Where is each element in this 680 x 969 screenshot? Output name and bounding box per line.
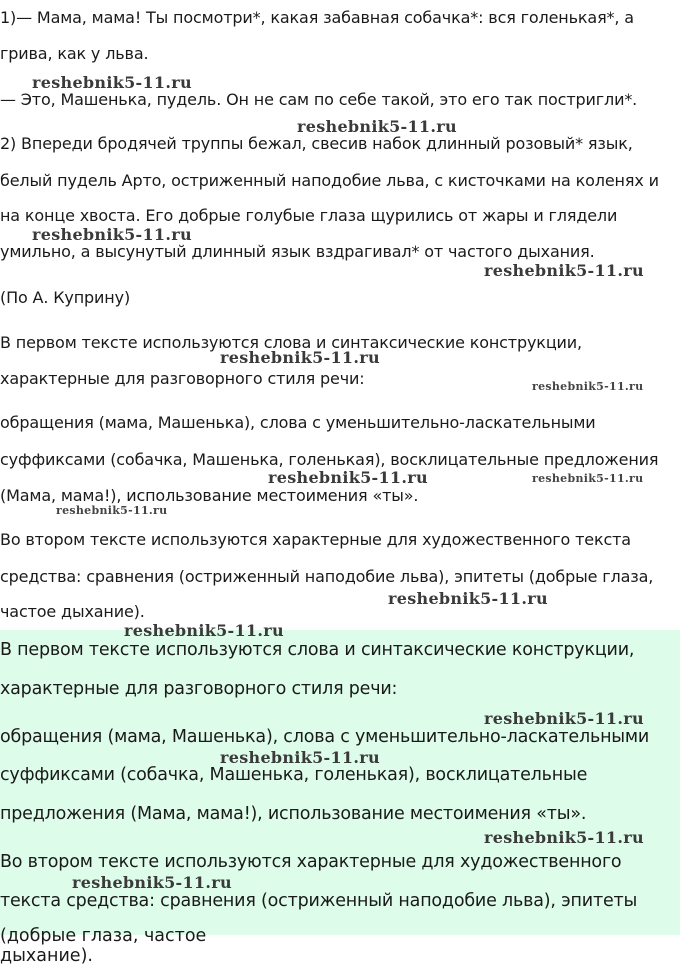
text-line-13: (Мама, мама!), использование местоимения «ты». bbox=[0, 486, 419, 505]
watermark: reshebnik5-11.ru bbox=[484, 828, 644, 847]
text-line-10: характерные для разговорного стиля речи: bbox=[0, 369, 365, 388]
answer-line-8-text: (добрые глаза, частое дыхание). bbox=[0, 926, 207, 966]
text-line-11: обращения (мама, Машенька), слова с уменьшительно-ласкательными bbox=[0, 413, 596, 432]
watermark: reshebnik5-11.ru bbox=[532, 380, 644, 393]
answer-line-7: текста средства: сравнения (остриженный наподобие льва), эпитеты bbox=[0, 891, 638, 911]
watermark: reshebnik5-11.ru bbox=[124, 621, 284, 640]
text-line-15: средства: сравнения (остриженный наподобие льва), эпитеты (добрые глаза, bbox=[0, 567, 654, 586]
answer-line-5: предложения (Мама, мама!), использование местоимения «ты». bbox=[0, 804, 587, 824]
watermark: reshebnik5-11.ru bbox=[56, 504, 168, 517]
watermark: reshebnik5-11.ru bbox=[484, 261, 644, 280]
watermark: reshebnik5-11.ru bbox=[268, 468, 428, 487]
watermark: reshebnik5-11.ru bbox=[220, 348, 380, 367]
text-line-6: на конце хвоста. Его добрые голубые глаза щурились от жары и глядели bbox=[0, 206, 618, 225]
answer-line-3: обращения (мама, Машенька), слова с уменьшительно-ласкательными bbox=[0, 727, 650, 747]
text-line-3: — Это, Машенька, пудель. Он не сам по себе такой, это его так постригли*. bbox=[0, 90, 638, 109]
watermark: reshebnik5-11.ru bbox=[72, 873, 232, 892]
text-line-2: грива, как у льва. bbox=[0, 44, 149, 63]
answer-line-4: суффиксами (собачка, Машенька, голенькая), восклицательные bbox=[0, 765, 588, 785]
watermark: reshebnik5-11.ru bbox=[32, 73, 192, 92]
text-line-12: суффиксами (собачка, Машенька, голенькая), восклицательные предложения bbox=[0, 450, 659, 469]
text-line-4: 2) Впереди бродячей труппы бежал, свесив набок длинный розовый* язык, bbox=[0, 134, 633, 153]
watermark: reshebnik5-11.ru bbox=[532, 472, 644, 485]
text-line-5: белый пудель Арто, остриженный наподобие льва, с кисточками на коленях и bbox=[0, 171, 659, 190]
watermark: reshebnik5-11.ru bbox=[32, 225, 192, 244]
answer-line-6: Во втором тексте используются характерные для художественного bbox=[0, 852, 622, 872]
author-line: (По А. Куприну) bbox=[0, 288, 131, 307]
watermark: reshebnik5-11.ru bbox=[297, 117, 457, 136]
answer-line-1: В первом тексте используются слова и синтаксические конструкции, bbox=[0, 640, 635, 660]
text-line-16: частое дыхание). bbox=[0, 602, 145, 621]
watermark: reshebnik5-11.ru bbox=[484, 709, 644, 728]
answer-line-8-cut bbox=[0, 926, 300, 966]
text-line-14: Во втором тексте используются характерные для художественного текста bbox=[0, 530, 631, 549]
watermark: reshebnik5-11.ru bbox=[220, 748, 380, 767]
text-line-7: умильно, а высунутый длинный язык вздрагивал* от частого дыхания. bbox=[0, 242, 595, 261]
text-line-1: 1)— Мама, мама! Ты посмотри*, какая забавная собачка*: вся голенькая*, а bbox=[0, 8, 634, 27]
answer-line-2: характерные для разговорного стиля речи: bbox=[0, 679, 398, 699]
text-line-9: В первом тексте используются слова и синтаксические конструкции, bbox=[0, 333, 582, 352]
watermark: reshebnik5-11.ru bbox=[388, 589, 548, 608]
